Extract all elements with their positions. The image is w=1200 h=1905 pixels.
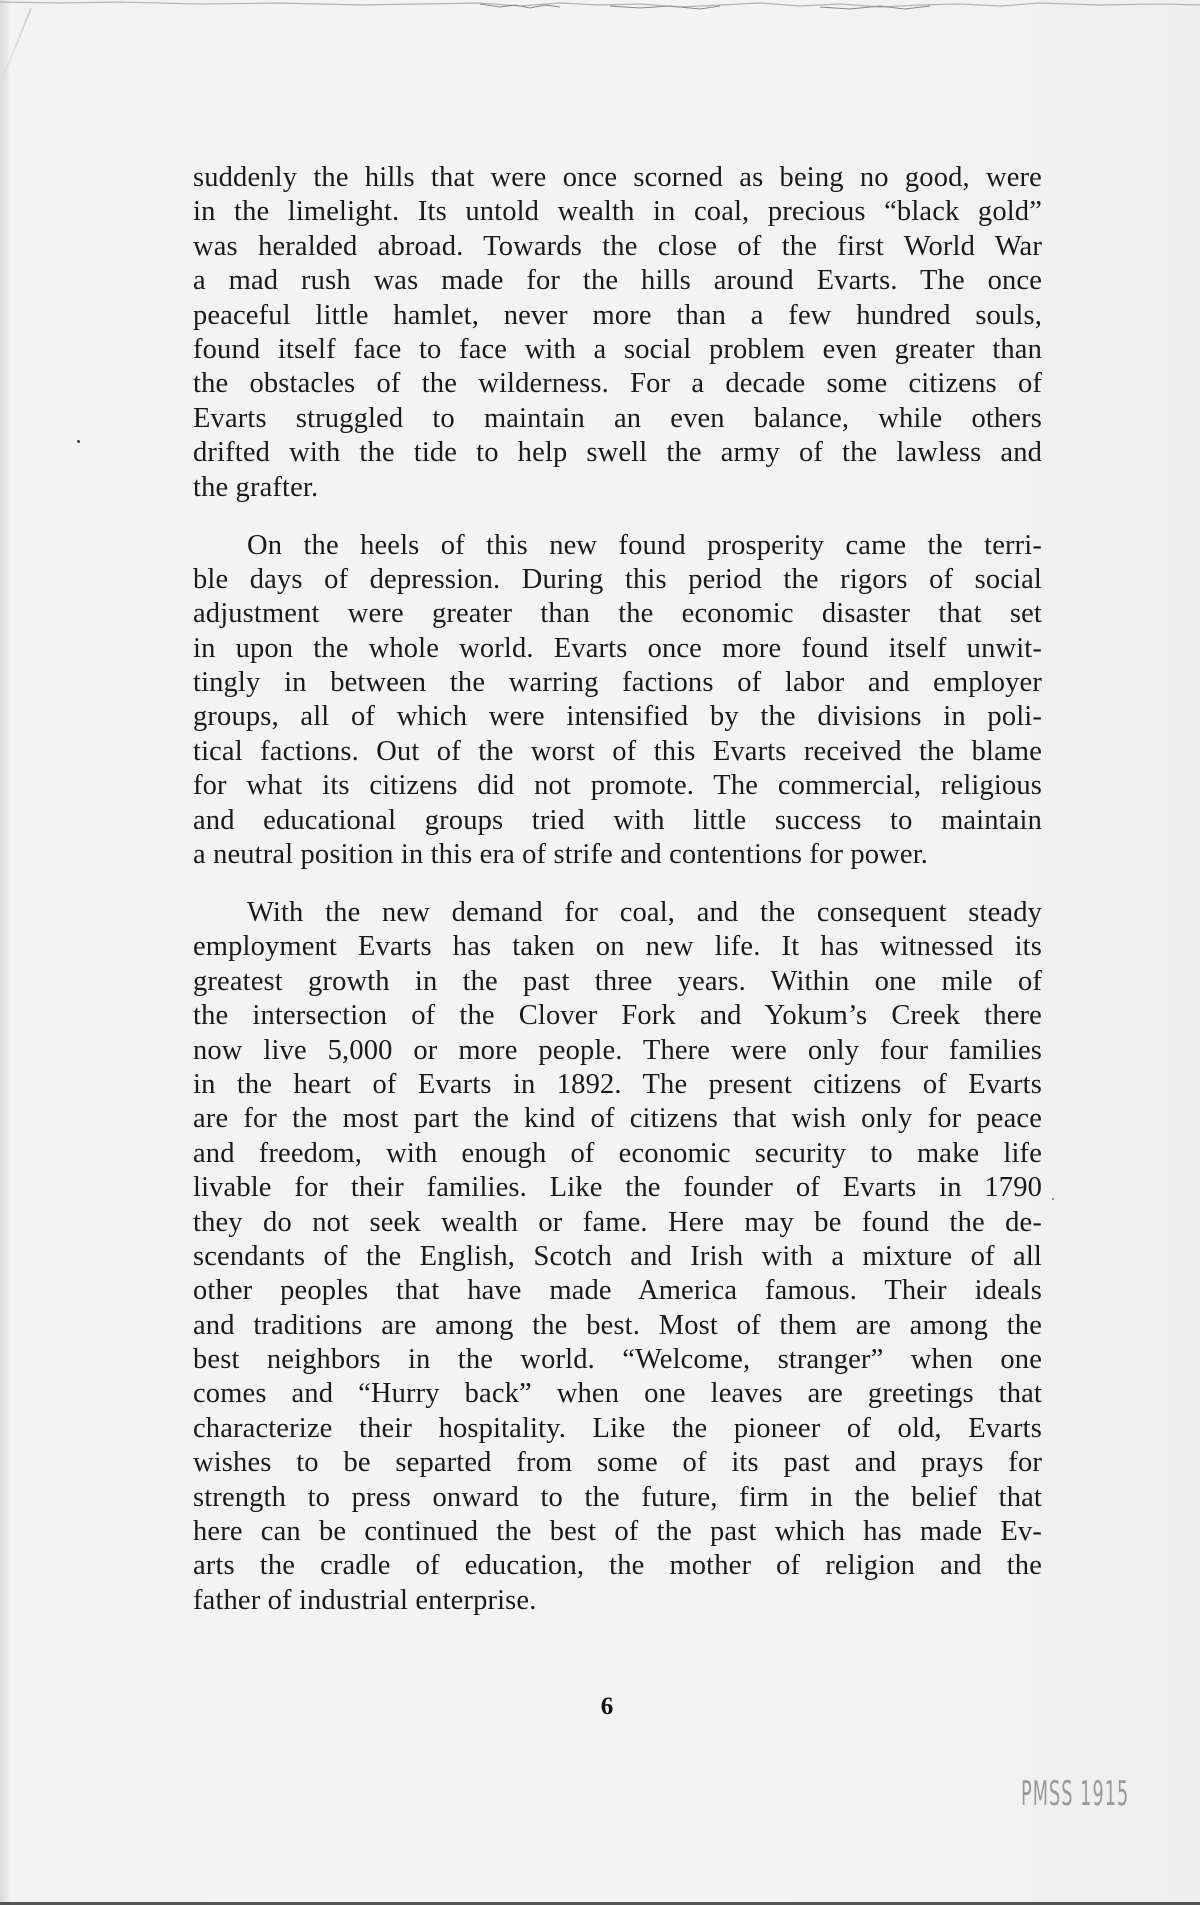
text-line: a neutral position in this era of strife and contentions for power. [193,839,929,871]
text-line: now live 5,000 or more people. There were only four families [193,1034,1042,1066]
text-line: a mad rush was made for the hills around Evarts. The once [193,265,1042,297]
text-line: peaceful little hamlet, never more than a few hundred souls, [193,299,1042,331]
text-line: suddenly the hills that were once scorned as being no good, were [193,162,1042,193]
text-line: ble days of depression. During this period the rigors of social [193,563,1042,595]
text-line: employment Evarts has taken on new life. It has witnessed its [193,931,1042,963]
text-line: comes and “Hurry back” when one leaves are greetings that [193,1378,1042,1410]
ink-speck [1052,1198,1054,1200]
text-line: and educational groups tried with little success to maintain [193,804,1042,836]
paragraph-3 [193,896,1042,1618]
text-line: strength to press onward to the future, firm in the belief that [193,1481,1042,1513]
paragraph-2 [193,529,1042,873]
text-line: groups, all of which were intensified by the divisions in poli- [193,701,1042,733]
text-line: the obstacles of the wilderness. For a decade some citizens of [193,368,1042,400]
text-line: the grafter. [193,471,319,503]
text-line: here can be continued the best of the past which has made Ev- [193,1516,1042,1548]
text-line: characterize their hospitality. Like the pioneer of old, Evarts [193,1412,1042,1444]
text-line: and freedom, with enough of economic security to make life [193,1137,1042,1169]
page-number: 6 [600,1693,614,1720]
text-line: they do not seek wealth or fame. Here may be found the de- [193,1206,1042,1238]
text-line: father of industrial enterprise. [193,1584,537,1616]
text-line: On the heels of this new found prosperity came the terri- [247,529,1042,561]
archive-watermark: PMSS 1915 [1021,1774,1130,1814]
text-line: greatest growth in the past three years. Within one mile of [193,965,1042,997]
text-line: arts the cradle of education, the mother of religion and the [193,1550,1042,1582]
text-line: in the limelight. Its untold wealth in coal, precious “black gold” [193,196,1042,228]
text-line: wishes to be separted from some of its past and prays for [193,1447,1042,1479]
text-line: tical factions. Out of the worst of this Evarts received the blame [193,735,1042,767]
text-line: With the new demand for coal, and the consequent steady [247,897,1042,928]
text-line: livable for their families. Like the founder of Evarts in 1790 [193,1172,1042,1204]
text-line: in the heart of Evarts in 1892. The present citizens of Evarts [193,1068,1042,1100]
text-line: other peoples that have made America famous. Their ideals [193,1275,1042,1307]
text-line: are for the most part the kind of citizens that wish only for peace [193,1103,1042,1135]
body-text [193,161,1042,1642]
torn-top-edge [0,0,1200,14]
paragraph-1 [193,161,1042,505]
text-line: Evarts struggled to maintain an even balance, while others [193,402,1042,434]
paper-crease [0,8,32,92]
text-line: drifted with the tide to help swell the army of the lawless and [193,437,1042,469]
text-line: for what its citizens did not promote. The commercial, religious [193,770,1042,802]
ink-speck [77,440,80,443]
text-line: best neighbors in the world. “Welcome, stranger” when one [193,1344,1042,1376]
text-line: scendants of the English, Scotch and Irish with a mixture of all [193,1240,1042,1272]
text-line: adjustment were greater than the economic disaster that set [193,598,1042,630]
text-line: tingly in between the warring factions of labor and employer [193,667,1042,699]
text-line: and traditions are among the best. Most of them are among the [193,1309,1042,1341]
text-line: in upon the whole world. Evarts once more found itself unwit- [193,632,1042,664]
text-line: the intersection of the Clover Fork and Yokum’s Creek there [193,1000,1042,1032]
text-line: was heralded abroad. Towards the close of the first World War [193,230,1042,262]
text-line: found itself face to face with a social problem even greater than [193,333,1042,365]
